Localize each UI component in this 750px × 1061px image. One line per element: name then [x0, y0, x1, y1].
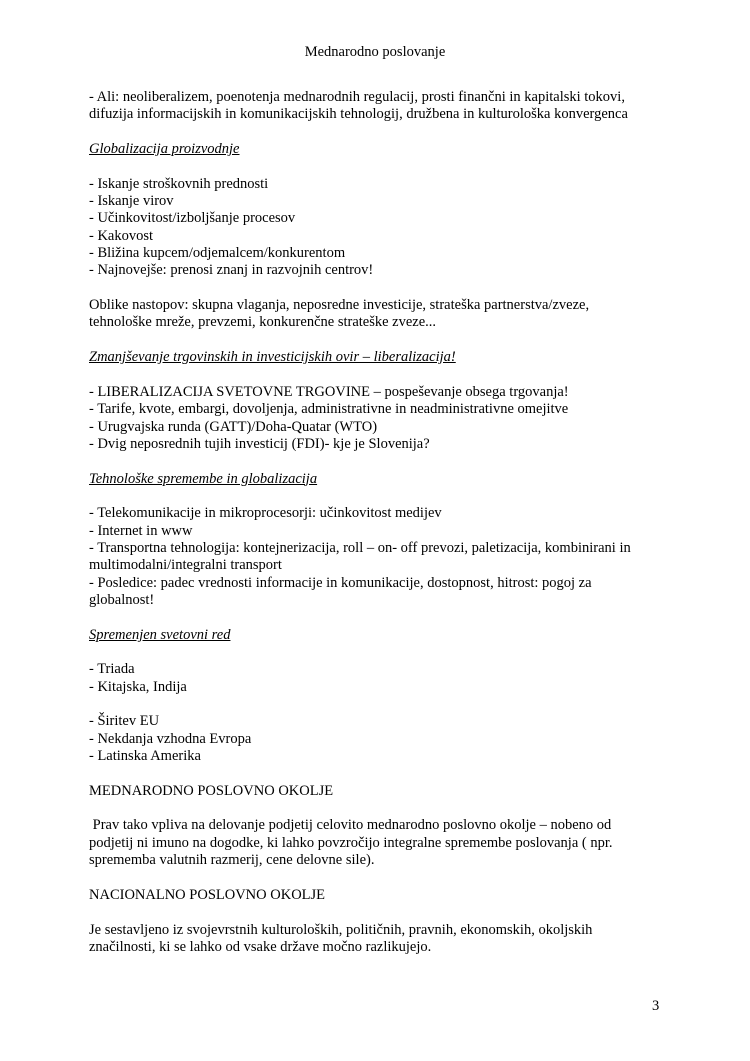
list-item: - Urugvajska runda (GATT)/Doha-Quatar (WTO) [89, 418, 378, 435]
section-heading: Tehnološke spremembe in globalizacija [89, 470, 318, 487]
list-item: - Posledice: padec vrednosti informacije in komunikacije, dostopnost, hitrost: pogoj za [89, 574, 592, 591]
list-item: - Internet in www [89, 522, 193, 539]
list-item: - Najnovejše: prenosi znanj in razvojnih centrov! [89, 262, 374, 279]
text-line: Prav tako vpliva na delovanje podjetij celovito mednarodno poslovno okolje – nobeno od [89, 817, 612, 834]
section-heading: MEDNARODNO POSLOVNO OKOLJE [89, 782, 334, 799]
text-line: Oblike nastopov: skupna vlaganja, neposredne investicije, strateška partnerstva/zveze, [89, 297, 590, 314]
list-item: - Učinkovitost/izboljšanje procesov [89, 210, 296, 227]
list-item: multimodalni/integralni transport [89, 557, 282, 574]
list-item: - Kakovost [89, 227, 154, 244]
list-item: - Kitajska, Indija [89, 678, 187, 695]
list-item: - Iskanje virov [89, 193, 174, 210]
section-heading: Spremenjen svetovni red [89, 626, 231, 643]
section-heading: Globalizacija proizvodnje [89, 141, 240, 158]
list-item: - Širitev EU [89, 713, 160, 730]
list-item: - Bližina kupcem/odjemalcem/konkurentom [89, 245, 346, 262]
page-number: 3 [652, 998, 660, 1014]
text-line: tehnološke mreže, prevzemi, konkurenčne strateške zveze... [89, 314, 437, 331]
text-line: Je sestavljeno iz svojevrstnih kulturoloških, političnih, pravnih, ekonomskih, okoljskih [89, 921, 593, 938]
list-item: - Iskanje stroškovnih prednosti [89, 175, 269, 192]
text-line: značilnosti, ki se lahko od vsake države močno razlikujejo. [89, 938, 432, 955]
document-body [89, 89, 689, 956]
list-item: globalnost! [89, 591, 155, 608]
section-heading: NACIONALNO POSLOVNO OKOLJE [89, 886, 326, 903]
list-item: - Dvig neposrednih tujih investicij (FDI)- kje je Slovenija? [89, 435, 430, 452]
list-item: - Nekdanja vzhodna Evropa [89, 730, 252, 747]
text-line: podjetij ni imuno na dogodke, ki lahko povzročijo integralne spremembe poslovanja ( npr. [89, 834, 613, 851]
list-item: - Latinska Amerika [89, 748, 201, 765]
text-line: - Ali: neoliberalizem, poenotenja mednarodnih regulacij, prosti finančni in kapitalski tokovi, [89, 89, 625, 105]
list-item: - Triada [89, 661, 135, 678]
section-heading: Zmanjševanje trgovinskih in investicijskih ovir – liberalizacija! [89, 349, 456, 366]
list-item: - Telekomunikacije in mikroprocesorji: učinkovitost medijev [89, 505, 442, 522]
page-header: Mednarodno poslovanje [304, 44, 446, 60]
list-item: - Tarife, kvote, embargi, dovoljenja, administrativne in neadministrativne omejitve [89, 401, 569, 418]
list-item: - LIBERALIZACIJA SVETOVNE TRGOVINE – pospeševanje obsega trgovanja! [89, 383, 569, 400]
list-item: - Transportna tehnologija: kontejnerizacija, roll – on- off prevozi, paletizacija, kombinirani in [89, 539, 631, 556]
text-line: difuzija informacijskih in komunikacijskih tehnologij, družbena in kulturološka konvergenca [89, 106, 628, 123]
text-line: sprememba valutnih razmerij, cene delovne sile). [89, 852, 375, 869]
